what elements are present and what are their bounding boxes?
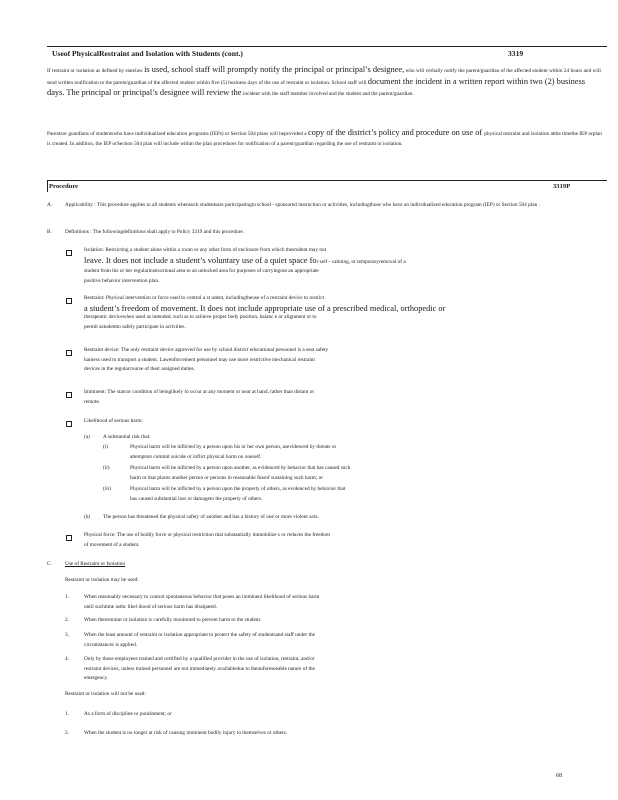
intro-paragraph-2 [47,128,603,149]
ii-line-2: harm or that places another person or persons in reasonable fearof sustaining such harm; or [130,474,323,481]
likelihood-b-text: The person has threatened the physical safety of another and has a history of one or more violent acts. [103,514,319,520]
section-b-label: B. [47,229,52,235]
section-header-number: 3319 [508,49,524,58]
section-c-label: C. [47,561,52,567]
section-header-title: Useof PhysicalRestraint and Isolation with Students (cont.) [52,49,243,58]
definition-imminent [84,388,604,407]
device-line-1: Restraint device: The only restraint device approved for use by school district educational personnel is a seat safety [84,347,329,353]
c-not-2-num: 2. [65,730,69,736]
isolation-line-2a: leave. It does not include a student’s voluntary use of a quiet space fo [84,255,317,265]
intro-p1-run-2: is used, school staff will promptly notify the principal or principal’s designee, [144,65,405,74]
c-item-1-line-1: When reasonably necessary to control spontaneous behavior that poses an imminent likelihood of serious harm [84,594,320,600]
intro-p1-run-4: document the incident in a written report within two (2) business days. The principal or principal’s designee will review the [47,76,586,98]
imminent-line-2: remote. [84,398,101,405]
section-c-intro: Restraint or isolation may be used: [65,577,139,583]
intro-p1-run-5: incident with the staff member involved and the student and the parent/guardian. [242,91,414,98]
restraint-line-1: Restraint: Physical intervention or force used to control a st udent, includingtheuse of a restraint device to restrict [84,295,325,301]
restraint-line-3: therapeutic devicewhen used as intended, such as to achieve proper body position, balanc e or alignment or to [84,314,317,321]
i-line-2: attemptsto commit suicide or inflict physical harm on oneself. [130,453,262,460]
intro-paragraph-1 [47,65,603,100]
restraint-line-2: a student’s freedom of movement. It does not include appropriate use of a prescribed medical, orthopedic or [84,303,446,313]
imminent-line-1: Imminent: The statcor condition of beinglikely to occur at any moment or near at hand, rather than distant or [84,389,315,395]
section-b-text: Definitions : The followingdefinitions shall apply to Policy 3319 and this procedure. [65,229,245,235]
likelihood-i-label: (i) [103,444,108,450]
intro-p1-run-3: who will verbally notify the parent/guardian of the affected student within 24 hours and will send written notification to the parent/guardian of the affected student within five (5) business days of the use of restraint or isolation. School staff will [47,68,601,86]
bullet-square-icon [66,535,72,541]
section-a-label: A. [47,202,53,208]
force-line-2: of movement of a student. [84,541,140,548]
procedure-title: Procedure [49,183,79,190]
c-item-4-line-1: Only by those employees trained and certified by a qualified provider in the use of isolation, restraint, and/or [84,656,315,662]
iii-line-1: Physical harm will be inflicted by a person upon the property of others, as evidenced by behavior that [130,486,346,492]
intro-p2-run-3: physical restraint and isolation atthe timethe IEP orplan is created. In addition, the IEP orSection 504 plan will include within the plan procedures for notification of a parent/guardian regarding the use of restraint or isolation. [47,131,602,147]
section-c-title: Use of Restraint or Isolation [65,561,126,567]
bullet-square-icon [66,421,72,427]
intro-p2-run-1: Parentsor guardians of studentswho have individualized education programs (IEPs) or Section 504 plans will beprovided a [47,131,307,137]
c-item-3-num: 3. [65,632,69,638]
c-item-1-line-2: until suchtime asthc likel ihood of serious harm has dissipated. [84,603,217,610]
definition-restraint-device [84,346,604,375]
c-item-4-line-3: emergency. [84,675,109,682]
c-item-3-line-2: circumstances is applied. [84,641,138,648]
intro-p2-run-2: copy of the district’s policy and procedure on use of [307,128,485,137]
definition-physical-force [84,531,604,550]
definition-isolation [84,246,604,287]
procedure-rule-left [47,180,48,192]
isolation-line-4: positive behavior intervention plan. [84,278,160,285]
isolation-line-3: student from his or her regularinstructional area to an unlocked area for purposes of carryingout an appropriate [84,268,319,275]
i-line-1: Physical harm will be inflicted by a person upon his or her own person, asevidenced by threats or [130,444,337,450]
c-not-2: When the student is no longer at risk of causing imminent bodily injury to themselves or others. [84,730,288,736]
device-line-3: devices in the regularcourse of their assigned duties. [84,366,195,373]
device-line-2: harness used to transport a student. Lawenforcement personnel may use more restrictive mechanical restraint [84,356,315,363]
likelihood-ii-label: (ii) [103,465,110,471]
likelihood-iii-text [130,485,605,504]
likelihood-a-label: (a) [84,434,90,440]
c-item-2-num: 2. [65,617,69,623]
definition-restraint [84,294,604,333]
intro-p1-run-1: If restraint or isolation as defined by statelaw [47,68,145,74]
bullet-square-icon [66,298,72,304]
procedure-number: 3319P [553,183,571,190]
c-item-3 [84,631,604,650]
bullet-square-icon [66,392,72,398]
section-a-text: Applicability : This procedure applies to all students whensuch studentsare participatingin school - sponsored instruction or activities, includingthose who have an individualized education program (IEP) or Section 504 plan . [65,202,540,208]
c-item-4-num: 4. [65,656,69,662]
header-rule [47,46,607,47]
bullet-square-icon [66,250,72,256]
page-number: 68 [556,773,562,779]
c-item-2: When therestraint or isolation is carefully monitored to prevent harm to the student. [84,617,262,623]
iii-line-2: has caused substantial loss or damageto the property of others. [130,495,263,502]
c-not-1-num: 1. [65,711,69,717]
definition-likelihood: Likelihood of serious harm: [84,418,143,424]
isolation-line-2b: r self - calming, or temporaryremoval of a [316,258,406,265]
c-item-4 [84,655,604,684]
isolation-line-1: Isolation: Restricting a student alone within a room or any other form of enclosure from which thestudent may not [84,247,327,253]
c-item-1 [84,593,604,612]
likelihood-a-text: A substantial risk that: [103,434,151,440]
procedure-rule [47,180,607,181]
isolation-line-2 [84,256,604,268]
likelihood-iii-label: (iii) [103,486,111,492]
bullet-square-icon [66,350,72,356]
c-not-1: As a form of discipline or punishment; or [84,711,172,717]
c-item-3-line-1: When the least amount of restraint or isolation appropriate to protect the safety of studentsand staff under the [84,632,315,638]
likelihood-i-text [130,443,605,462]
restraint-line-4: permit astudentto safely participate in activities. [84,324,186,331]
likelihood-b-label: (b) [84,514,91,520]
section-c-not-intro: Restraint or isolation will not be used: [65,691,146,697]
likelihood-ii-text [130,464,605,483]
force-line-1: Physical force: The use of bodily force or physical restriction that substantially immobilize s or reduces the freedom [84,532,330,538]
c-item-1-num: 1. [65,594,69,600]
ii-line-1: Physical harm will be inflicted by a person upon another, as evidenced by behavior that has caused such [130,465,351,471]
c-item-4-line-2: restraint devices, unless trained personnel are not immediately availabledue to theunforeseeable nature of the [84,665,315,672]
